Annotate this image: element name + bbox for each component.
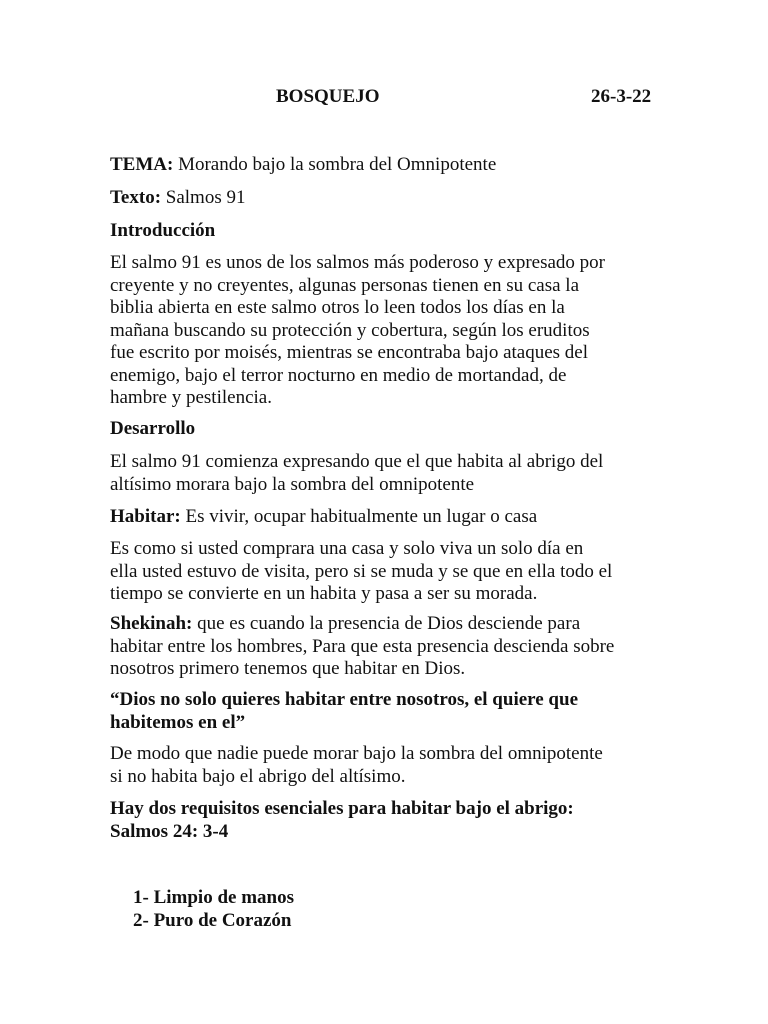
paragraph-line: mañana buscando su protección y cobertura, según los eruditos (110, 319, 590, 341)
texto-label: Texto: (110, 187, 162, 208)
paragraph-line: De modo que nadie puede morar bajo la sombra del omnipotente (110, 743, 603, 764)
paragraph-line: creyente y no creyentes, algunas personas tienen en su casa la (110, 274, 579, 296)
paragraph-line: El salmo 91 es unos de los salmos más poderoso y expresado por (110, 252, 605, 273)
requisitos-heading (110, 798, 670, 843)
desarrollo-heading: Desarrollo (110, 418, 196, 439)
texto-value: Salmos 91 (161, 187, 246, 208)
paragraph-line: biblia abierta en este salmo otros lo leen todos los días en la (110, 297, 565, 318)
list-item: 1- Limpio de manos (133, 887, 294, 908)
paragraph-line: altísimo morara bajo la sombra del omnipotente (110, 473, 475, 495)
document-date: 26-3-22 (591, 86, 652, 107)
paragraph-line: Es como si usted comprara una casa y solo viva un solo día en (110, 538, 584, 559)
quote-line: habitemos en el” (110, 711, 246, 733)
shekinah-paragraph (110, 613, 670, 681)
paragraph-line: tiempo se convierte en un habita y pasa a ser su morada. (110, 583, 538, 604)
tema-line (110, 154, 670, 177)
shekinah-first-line: que es cuando la presencia de Dios desciende para (192, 613, 581, 634)
comparacion-paragraph (110, 538, 670, 606)
quote-paragraph (110, 689, 670, 734)
introduccion-paragraph (110, 252, 670, 410)
requisitos-list (133, 887, 653, 932)
quote-line: “Dios no solo quieres habitar entre nosotros, el quiere que (110, 689, 578, 710)
desarrollo-paragraph (110, 451, 670, 496)
document-title: BOSQUEJO (276, 86, 380, 107)
habitar-label: Habitar: (110, 506, 181, 527)
paragraph-line: enemigo, bajo el terror nocturno en medio de mortandad, de (110, 364, 567, 386)
introduccion-heading: Introducción (110, 220, 216, 241)
paragraph-line: hambre y pestilencia. (110, 387, 272, 408)
tema-label: TEMA: (110, 154, 174, 175)
paragraph-line: nosotros primero tenemos que habitar en Dios. (110, 658, 466, 679)
habitar-line (110, 506, 670, 529)
paragraph-line: ella usted estuvo de visita, pero si se muda y se que en ella todo el (110, 560, 613, 582)
requisitos-line: Salmos 24: 3-4 (110, 820, 229, 842)
conclusion-paragraph (110, 743, 670, 788)
shekinah-label: Shekinah: (110, 613, 193, 634)
habitar-value: Es vivir, ocupar habitualmente un lugar o casa (180, 506, 538, 527)
paragraph-line: fue escrito por moisés, mientras se encontraba bajo ataques del (110, 342, 588, 363)
paragraph-line: habitar entre los hombres, Para que esta presencia descienda sobre (110, 635, 615, 657)
paragraph-line: El salmo 91 comienza expresando que el que habita al abrigo del (110, 451, 604, 472)
tema-value: Morando bajo la sombra del Omnipotente (173, 154, 497, 175)
paragraph-line (110, 613, 670, 636)
list-item: 2- Puro de Corazón (133, 909, 292, 931)
paragraph-line: si no habita bajo el abrigo del altísimo. (110, 765, 406, 787)
texto-line (110, 187, 670, 210)
requisitos-line: Hay dos requisitos esenciales para habitar bajo el abrigo: (110, 798, 574, 819)
